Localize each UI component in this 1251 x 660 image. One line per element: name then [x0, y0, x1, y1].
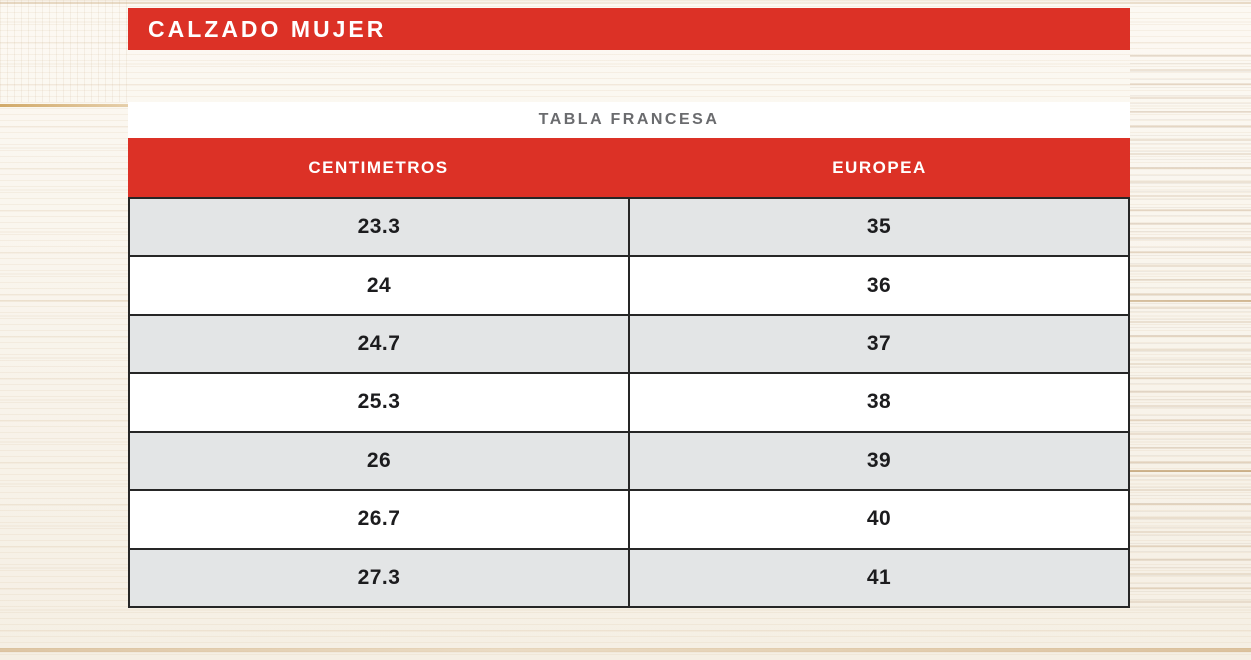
cell-centimeters: 24 [130, 257, 630, 313]
table-header-row [128, 138, 1130, 197]
wood-grain-patch [1130, 55, 1251, 615]
table-row [130, 316, 1128, 374]
table-row [130, 433, 1128, 491]
table-body [128, 197, 1130, 608]
cell-centimeters: 26 [130, 433, 630, 489]
cell-centimeters: 25.3 [130, 374, 630, 430]
table-row [130, 199, 1128, 257]
table-row [130, 550, 1128, 606]
table-row [130, 257, 1128, 315]
wood-plank-seam [0, 2, 1251, 4]
cell-centimeters: 24.7 [130, 316, 630, 372]
column-header-european: EUROPEA [832, 157, 927, 177]
cell-centimeters: 23.3 [130, 199, 630, 255]
cell-european: 41 [866, 565, 892, 589]
column-header-centimeters: CENTIMETROS [308, 157, 449, 177]
wood-plank-seam [1130, 470, 1251, 472]
table-row [130, 491, 1128, 549]
table-row [130, 374, 1128, 432]
cell-centimeters: 27.3 [130, 550, 630, 606]
table-title: TABLA FRANCESA [128, 102, 1130, 138]
wood-plank-seam [0, 104, 130, 107]
category-title: CALZADO MUJER [148, 15, 387, 42]
cell-european: 39 [866, 448, 892, 472]
cell-european: 38 [866, 390, 892, 414]
wood-grain-patch [0, 0, 128, 102]
cell-european: 35 [866, 215, 892, 239]
cell-european: 36 [866, 273, 892, 297]
cell-centimeters: 26.7 [130, 491, 630, 547]
wood-plank-seam [0, 648, 1251, 652]
size-chart-card [128, 102, 1130, 608]
cell-european: 37 [866, 332, 892, 356]
category-title-bar [128, 8, 1130, 50]
cell-european: 40 [866, 507, 892, 531]
